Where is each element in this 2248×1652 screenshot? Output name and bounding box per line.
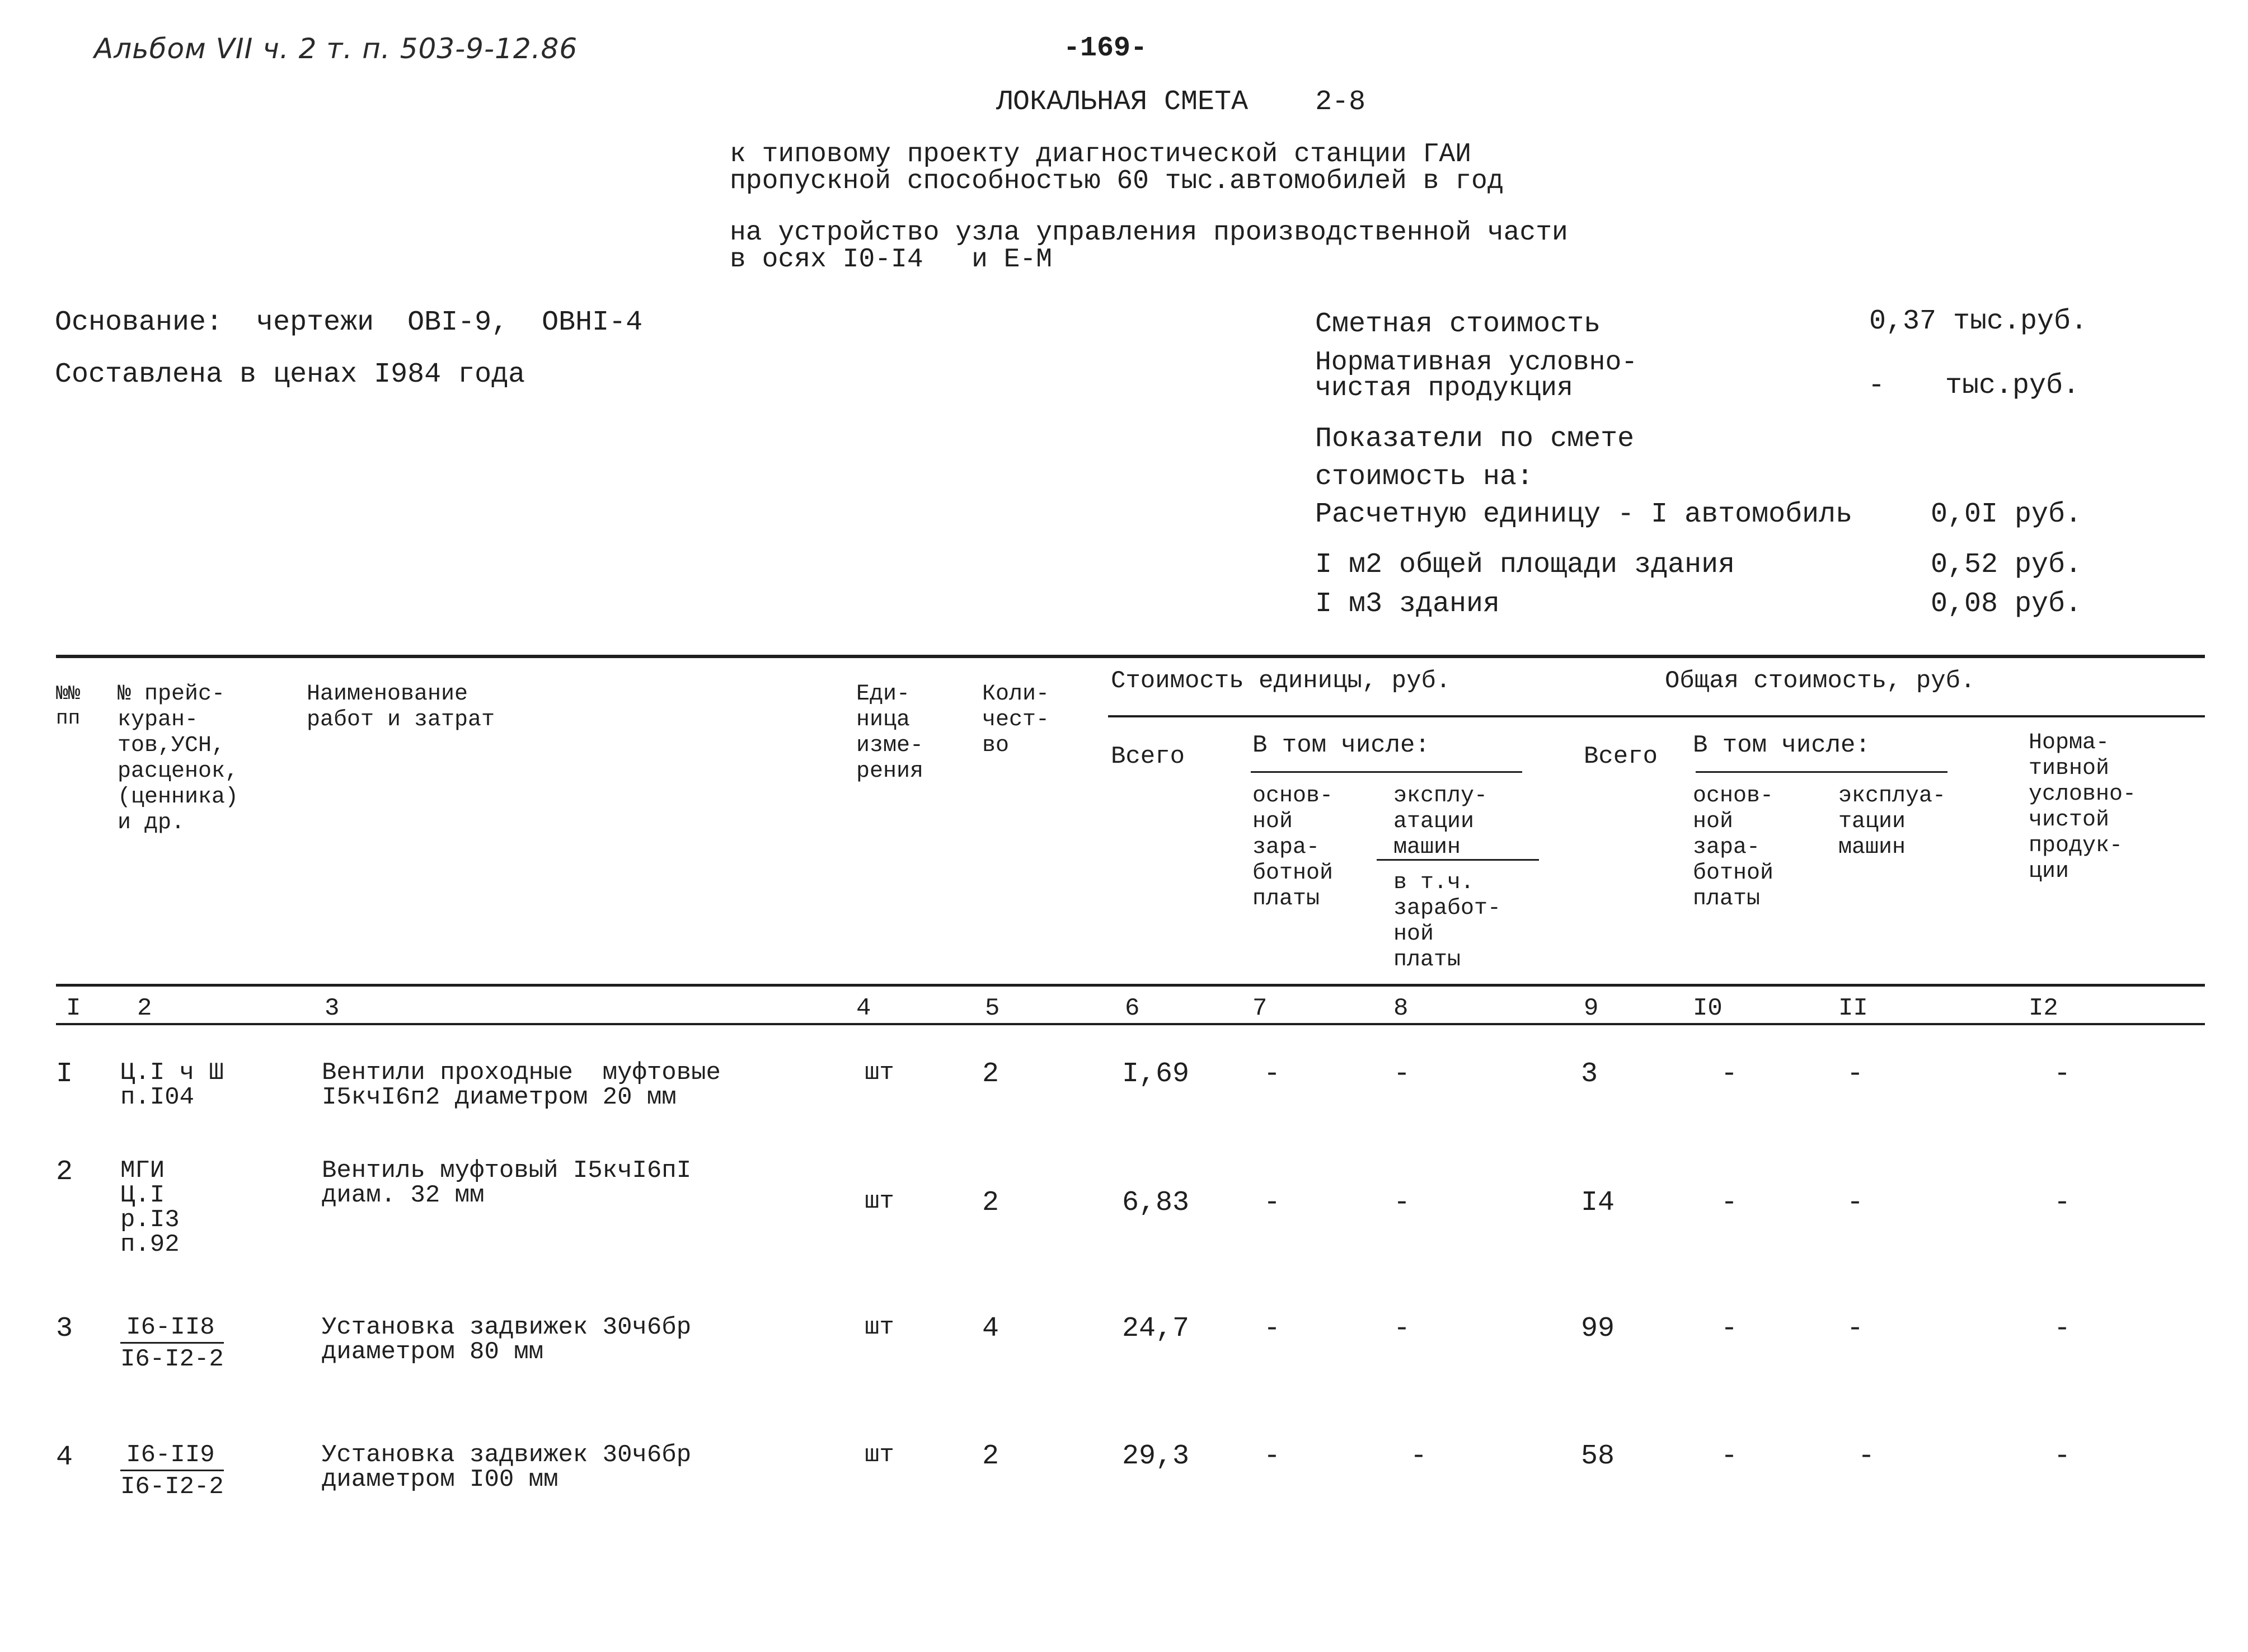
- prices-line: Составлена в ценах I984 года: [55, 359, 525, 391]
- header-unit-cost-group: Стоимость единицы, руб.: [1111, 667, 1451, 695]
- header-unit-total: Всего: [1111, 743, 1185, 771]
- normative-label: Нормативная условно- чистая продукция: [1315, 348, 1638, 403]
- row-normative: -: [2054, 1187, 2071, 1219]
- row-reference-denominator: I6-I2-2: [120, 1473, 224, 1501]
- row-quantity: 2: [982, 1440, 999, 1472]
- row-unit: шт: [865, 1441, 894, 1469]
- header-unit-machine-wage: в т.ч. заработ- ной платы: [1393, 870, 1501, 973]
- document-subtitle-scope: на устройство узла управления производственной части в осях I0-I4 и Е-М: [730, 218, 1568, 275]
- header-unit-incl: В том числе:: [1252, 731, 1430, 759]
- row-total-wage: -: [1721, 1313, 1738, 1345]
- row-reference-denominator: I6-I2-2: [120, 1345, 224, 1373]
- row-reference: Ц.I ч Ш п.I04: [120, 1059, 224, 1111]
- header-row-number: №№ пп: [56, 682, 81, 730]
- row-work-name: Установка задвижек 30ч6бр диаметром 80 мм: [322, 1313, 692, 1366]
- header-total-wage: основ- ной зара- ботной платы: [1693, 783, 1774, 912]
- volume-indicator-label: I м3 здания: [1315, 588, 1500, 620]
- row-unit-wage: -: [1264, 1440, 1281, 1472]
- document-subtitle-project: к типовому проекту диагностической станции ГАИ пропускной способностью 60 тыс.автомобилей в год: [730, 139, 1504, 196]
- row-work-name: Вентиль муфтовый I5кчI6пI диам. 32 мм: [322, 1157, 692, 1209]
- header-price-reference: № прейс- куран- тов,УСН, расценок, (ценника) и др.: [118, 682, 239, 836]
- row-reference-fraction: [120, 1315, 224, 1372]
- basis-line: Основание: чертежи ОВI-9, ОВНI-4: [55, 307, 643, 339]
- column-number-8: 8: [1393, 994, 1409, 1022]
- row-total-machine: -: [1847, 1187, 1864, 1219]
- volume-indicator-value: 0,08 руб.: [1931, 588, 2082, 620]
- column-number-5: 5: [985, 994, 1000, 1022]
- row-normative: -: [2054, 1058, 2071, 1090]
- row-number: 3: [56, 1313, 73, 1345]
- unit-indicator-value: 0,0I руб.: [1931, 499, 2082, 531]
- header-unit-machine: эксплу- атации машин: [1393, 783, 1488, 860]
- total-incl-rule: [1696, 771, 1947, 773]
- indicators-label: Показатели по смете: [1315, 423, 1635, 455]
- header-normative: Норма- тивной условно- чистой продук- ции: [2029, 730, 2137, 884]
- row-total-machine: -: [1847, 1058, 1864, 1090]
- row-number: I: [56, 1058, 73, 1090]
- row-total: 99: [1581, 1313, 1615, 1345]
- header-unit: Еди- ница изме- рения: [856, 682, 924, 784]
- column-number-2: 2: [137, 994, 152, 1022]
- row-quantity: 2: [982, 1058, 999, 1090]
- row-reference-numerator: I6-II9: [120, 1443, 224, 1471]
- header-quantity: Коли- чест- во: [982, 682, 1050, 758]
- row-total: 3: [1581, 1058, 1598, 1090]
- row-total-wage: -: [1721, 1058, 1738, 1090]
- normative-dash: -: [1868, 370, 1885, 402]
- row-work-name: Вентили проходные муфтовые I5кчI6п2 диаметром 20 мм: [322, 1059, 721, 1111]
- header-unit-wage: основ- ной зара- ботной платы: [1252, 783, 1334, 912]
- column-number-6: 6: [1125, 994, 1140, 1022]
- estimated-cost-label: Сметная стоимость: [1315, 308, 1601, 340]
- row-unit-machine: -: [1410, 1440, 1428, 1472]
- column-number-3: 3: [325, 994, 340, 1022]
- cost-group-rule: [1108, 715, 2205, 717]
- row-unit: шт: [865, 1059, 894, 1087]
- row-unit-total: 24,7: [1122, 1313, 1190, 1345]
- area-indicator-label: I м2 общей площади здания: [1315, 549, 1735, 581]
- unit-indicator-label: Расчетную единицу - I автомобиль: [1315, 499, 1853, 531]
- page-number: -169-: [1063, 32, 1148, 64]
- row-total-wage: -: [1721, 1187, 1738, 1219]
- row-total-wage: -: [1721, 1440, 1738, 1472]
- header-total-cost-group: Общая стоимость, руб.: [1665, 667, 1975, 695]
- row-quantity: 4: [982, 1313, 999, 1345]
- column-number-11: II: [1838, 994, 1868, 1022]
- row-total: 58: [1581, 1440, 1615, 1472]
- row-unit-wage: -: [1264, 1313, 1281, 1345]
- header-bottom-rule: [56, 984, 2205, 987]
- table-top-rule: [56, 655, 2205, 658]
- row-unit-wage: -: [1264, 1058, 1281, 1090]
- row-reference: МГИ Ц.I р.I3 п.92: [120, 1157, 180, 1259]
- row-quantity: 2: [982, 1187, 999, 1219]
- area-indicator-value: 0,52 руб.: [1931, 549, 2082, 581]
- row-unit: шт: [865, 1313, 894, 1341]
- row-normative: -: [2054, 1313, 2071, 1345]
- unit-incl-rule: [1251, 771, 1522, 773]
- column-number-1: I: [66, 994, 81, 1022]
- row-number: 4: [56, 1442, 73, 1473]
- row-total: I4: [1581, 1187, 1615, 1219]
- estimated-cost-value: 0,37 тыс.руб.: [1869, 306, 2088, 337]
- row-number: 2: [56, 1156, 73, 1188]
- document-title: ЛОКАЛЬНАЯ СМЕТА 2-8: [996, 86, 1366, 118]
- row-unit-wage: -: [1264, 1187, 1281, 1219]
- column-number-10: I0: [1693, 994, 1723, 1022]
- row-reference-fraction: [120, 1443, 224, 1499]
- column-number-rule: [56, 1023, 2205, 1025]
- row-normative: -: [2054, 1440, 2071, 1472]
- row-unit-total: 29,3: [1122, 1440, 1190, 1472]
- column-number-12: I2: [2029, 994, 2058, 1022]
- normative-unit: тыс.руб.: [1945, 370, 2080, 402]
- header-total-total: Всего: [1584, 743, 1658, 771]
- row-unit-machine: -: [1393, 1187, 1411, 1219]
- row-total-machine: -: [1858, 1440, 1875, 1472]
- row-work-name: Установка задвижек 30ч6бр диаметром I00 мм: [322, 1441, 692, 1494]
- column-number-7: 7: [1252, 994, 1268, 1022]
- row-reference-numerator: I6-II8: [120, 1315, 224, 1344]
- row-unit-machine: -: [1393, 1058, 1411, 1090]
- row-unit-machine: -: [1393, 1313, 1411, 1345]
- row-total-machine: -: [1847, 1313, 1864, 1345]
- row-unit-total: I,69: [1122, 1058, 1190, 1090]
- column-number-4: 4: [856, 994, 871, 1022]
- column-number-9: 9: [1584, 994, 1599, 1022]
- header-total-incl: В том числе:: [1693, 731, 1870, 759]
- cost-on-label: стоимость на:: [1315, 461, 1534, 493]
- header-work-name: Наименование работ и затрат: [307, 682, 495, 733]
- album-reference: Альбом VII ч. 2 т. п. 503-9-12.86: [94, 32, 578, 65]
- row-unit: шт: [865, 1188, 894, 1215]
- row-unit-total: 6,83: [1122, 1187, 1190, 1219]
- header-total-machine: эксплуа- тации машин: [1838, 783, 1946, 860]
